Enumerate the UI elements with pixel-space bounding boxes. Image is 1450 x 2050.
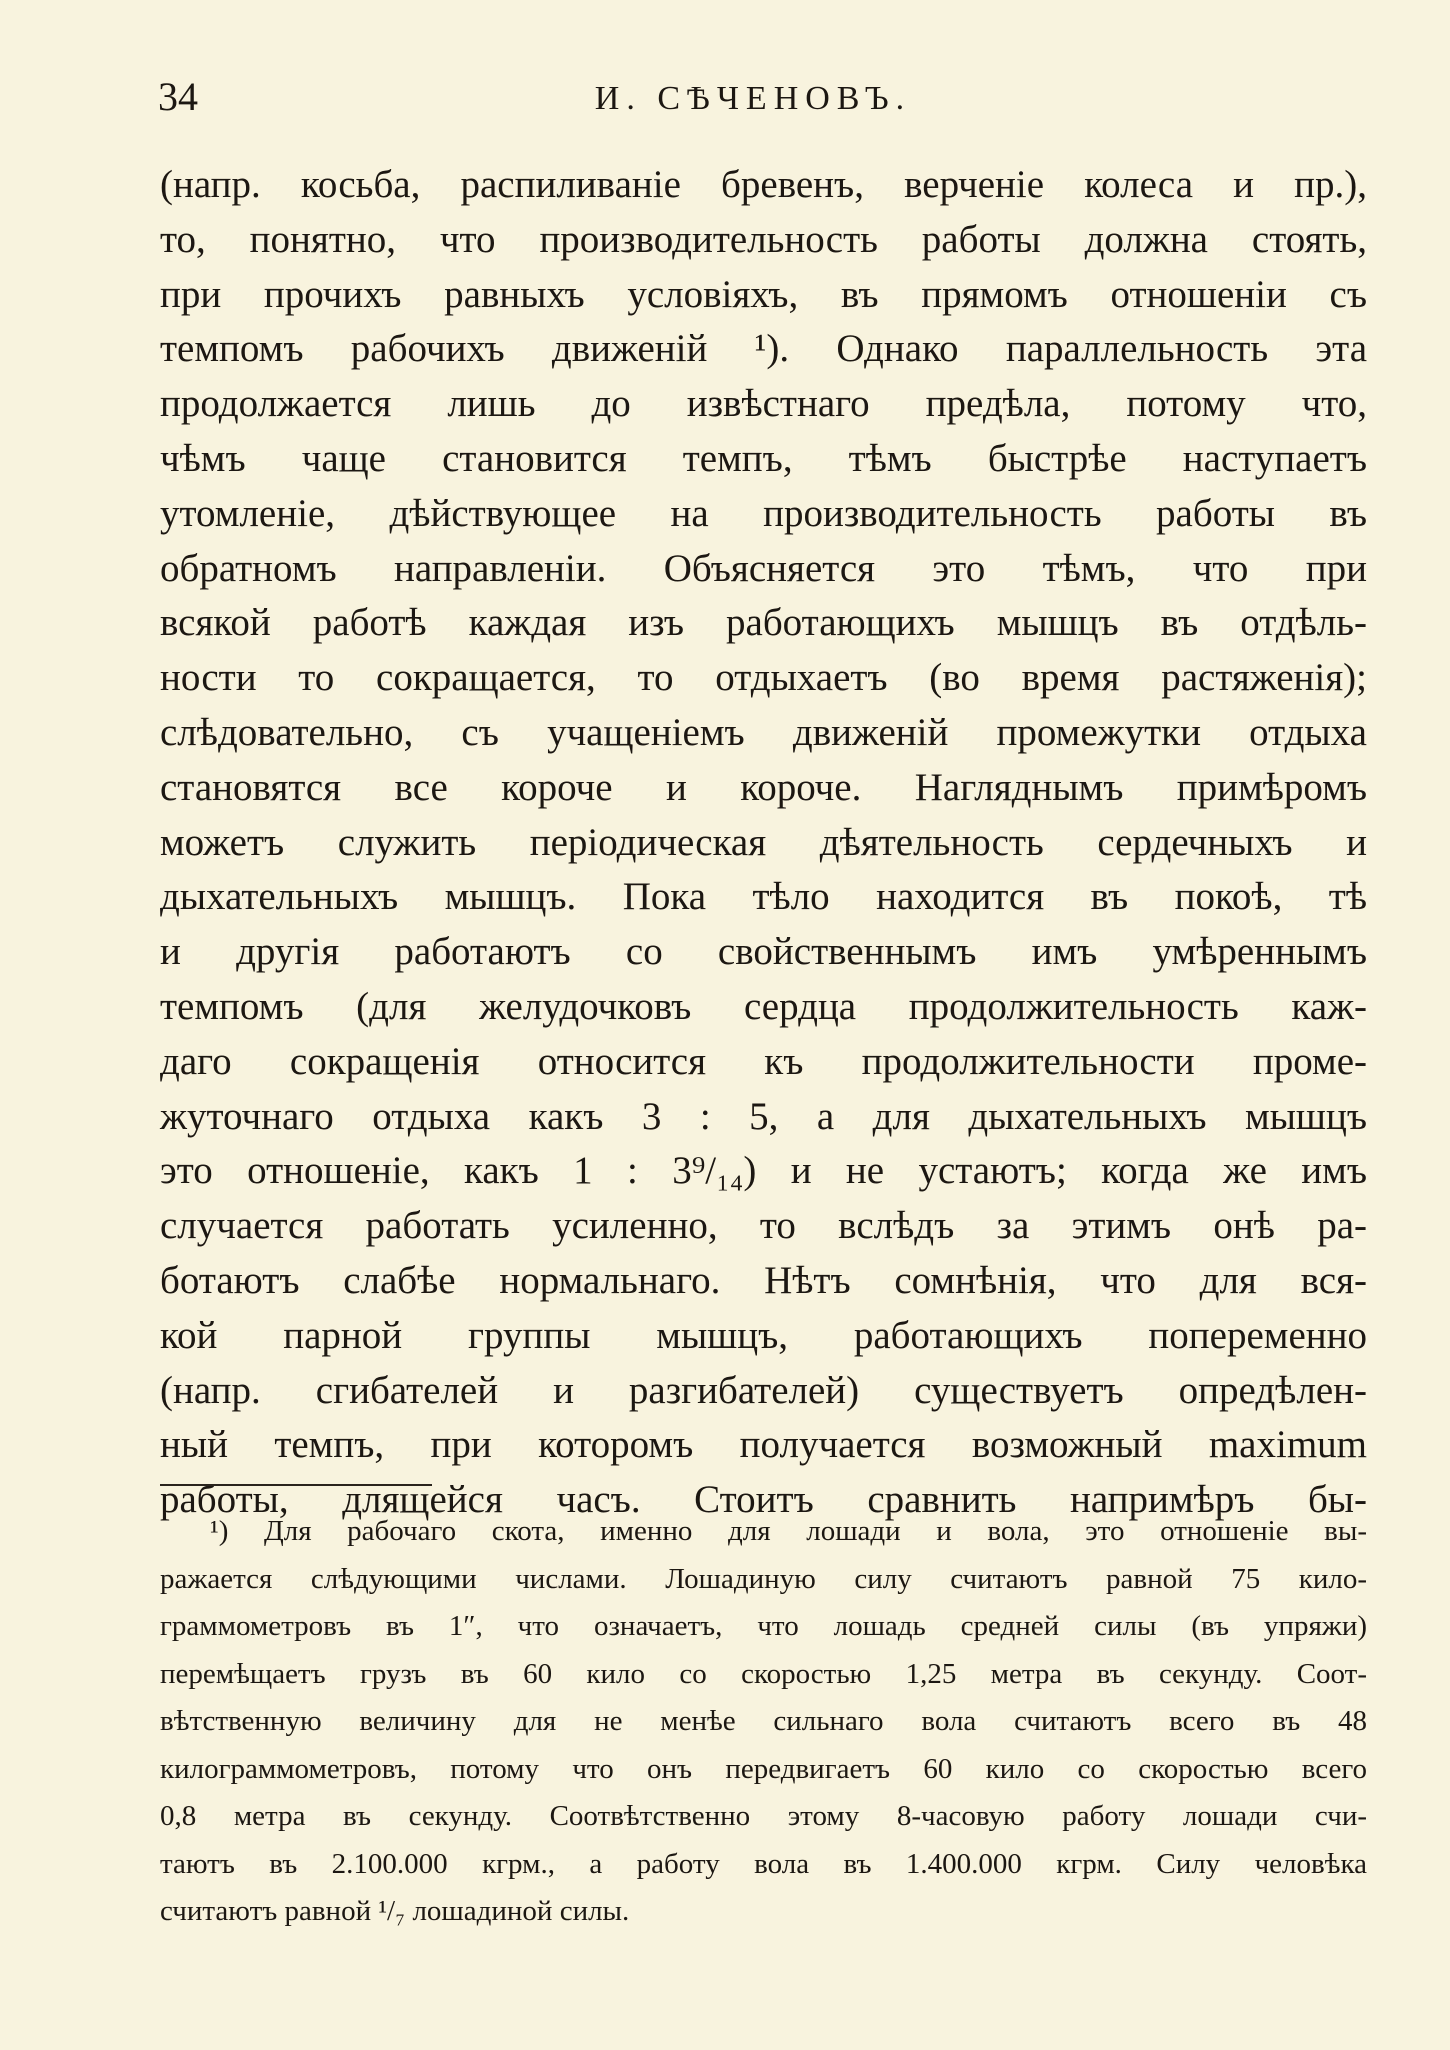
text-line: ботаютъ слабѣе нормальнаго. Нѣтъ сомнѣнія, что для вся- [160, 1258, 1367, 1302]
footnote-line: таютъ въ 2.100.000 кгрм., а работу вола въ 1.400.000 кгрм. Силу человѣка [160, 1847, 1367, 1880]
footnote-line: 0,8 метра въ секунду. Соотвѣтственно этому 8-часовую работу лошади счи- [160, 1800, 1367, 1832]
footnote-separator [160, 1484, 432, 1486]
text-line: и другія работаютъ со свойственнымъ имъ умѣреннымъ [160, 930, 1367, 974]
footnote-line: ¹) Для рабочаго скота, именно для лошади и вола, это отношеніе вы- [210, 1515, 1367, 1547]
text-line: темпомъ рабочихъ движеній ¹). Однако параллельность эта [160, 327, 1367, 371]
text-line: то, понятно, что производительность работы должна стоять, [160, 217, 1367, 261]
footnote-line: вѣтственную величину для не менѣе сильнаго вола считаютъ всего въ 48 [160, 1705, 1367, 1737]
text-line: кой парной группы мышцъ, работающихъ попеременно [160, 1313, 1367, 1357]
main-text [160, 158, 1367, 1528]
footnote-line: граммометровъ въ 1″, что означаетъ, что лошадь средней силы (въ упряжи) [160, 1610, 1367, 1642]
text-line: слѣдовательно, съ учащеніемъ движеній промежутки отдыха [160, 710, 1367, 754]
text-line: дыхательныхъ мышцъ. Пока тѣло находится въ покоѣ, тѣ [160, 875, 1367, 919]
text-line: даго сокращенія относится къ продолжительности проме- [160, 1039, 1367, 1083]
text-line: (напр. косьба, распиливаніе бревенъ, верченіе колеса и пр.), [160, 163, 1367, 206]
text-line: жуточнаго отдыха какъ 3 : 5, а для дыхательныхъ мышцъ [160, 1094, 1367, 1138]
footnote-line: перемѣщаетъ грузъ въ 60 кило со скоростью 1,25 метра въ секунду. Соот- [160, 1657, 1367, 1690]
text-line: работы, длящейся часъ. Стоитъ сравнить напримѣръ бы- [160, 1478, 1367, 1522]
text-line: всякой работѣ каждая изъ работающихъ мышцъ въ отдѣль- [160, 601, 1367, 645]
text-line: обратномъ направленіи. Объясняется это тѣмъ, что при [160, 546, 1367, 590]
text-line: продолжается лишь до извѣстнаго предѣла, потому что, [160, 382, 1367, 426]
text-line: ности то сокращается, то отдыхаетъ (во время растяженія); [160, 656, 1367, 700]
page-number: 34 [158, 74, 198, 119]
text-line: это отношеніе, какъ 1 : 3⁹/₁₄) и не устаютъ; когда же имъ [160, 1149, 1367, 1193]
text-line: утомленіе, дѣйствующее на производительность работы въ [160, 491, 1367, 535]
text-line: темпомъ (для желудочковъ сердца продолжительность каж- [160, 984, 1367, 1028]
text-line: можетъ служить періодическая дѣятельность сердечныхъ и [160, 820, 1367, 864]
footnote-line: ражается слѣдующими числами. Лошадиную силу считаютъ равной 75 кило- [160, 1562, 1367, 1595]
text-line: при прочихъ равныхъ условіяхъ, въ прямомъ отношеніи съ [160, 272, 1367, 316]
text-line: чѣмъ чаще становится темпъ, тѣмъ быстрѣе наступаетъ [160, 436, 1367, 480]
footnote-line: килограммометровъ, потому что онъ передвигаетъ 60 кило со скоростью всего [160, 1752, 1367, 1785]
page-header [158, 72, 1308, 122]
footnotes [160, 1508, 1367, 1936]
text-line: случается работать усиленно, то вслѣдъ за этимъ онѣ ра- [160, 1204, 1367, 1248]
text-line: ный темпъ, при которомъ получается возможный maximum [160, 1423, 1367, 1467]
footnote-line: считаютъ равной ¹/₇ лошадиной силы. [160, 1895, 630, 1927]
text-line: (напр. сгибателей и разгибателей) существуетъ опредѣлен- [160, 1368, 1367, 1412]
text-line: становятся все короче и короче. Нагляднымъ примѣромъ [160, 765, 1367, 809]
running-head: И. СѢЧЕНОВЪ. [594, 80, 912, 117]
